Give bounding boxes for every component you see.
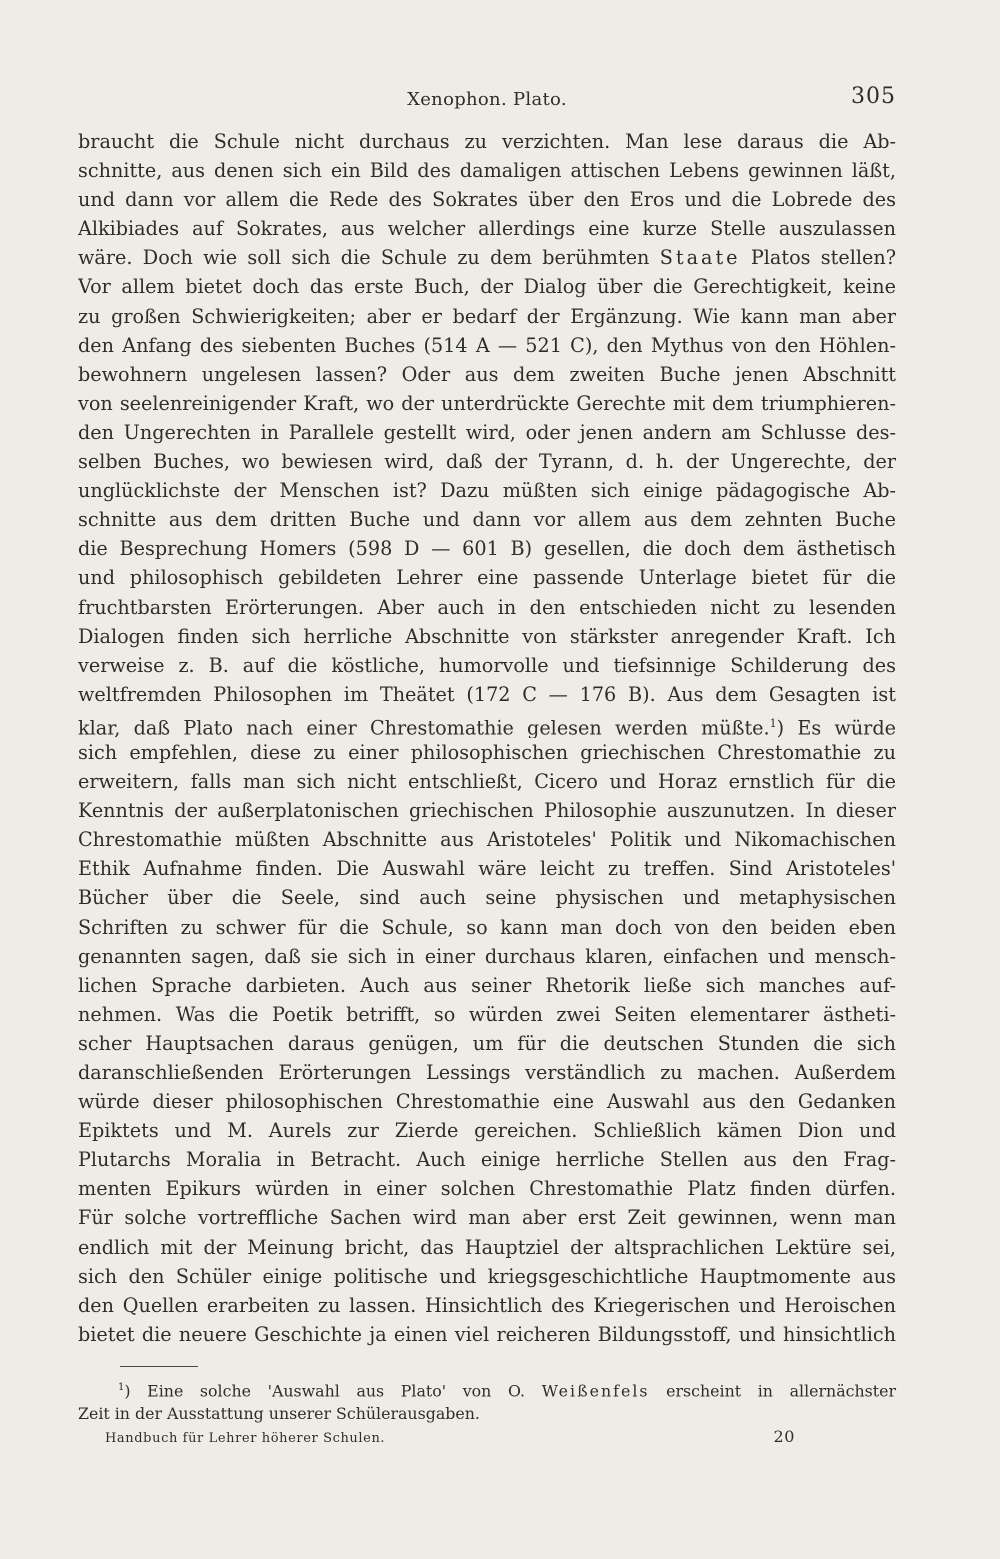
text-line: Schriften zu schwer für die Schule, so kann man doch von den beiden eben bbox=[78, 915, 896, 939]
text-line: Bücher über die Seele, sind auch seine physischen und metaphysischen bbox=[78, 886, 896, 910]
text-line: bietet die neuere Geschichte ja einen viel reicheren Bildungsstoff, und hinsichtlich bbox=[78, 1322, 896, 1346]
text-line: fruchtbarsten Erörterungen. Aber auch in den entschieden nicht zu lesenden bbox=[78, 595, 896, 619]
text-line: daranschließenden Erörterungen Lessings verständlich zu machen. Außerdem bbox=[78, 1061, 896, 1084]
text-line: und philosophisch gebildeten Lehrer eine passende Unterlage bietet für die bbox=[78, 566, 896, 590]
text-line: sich empfehlen, diese zu einer philosophischen griechischen Chrestomathie zu bbox=[78, 740, 896, 764]
text-line: selben Buches, wo bewiesen wird, daß der Tyrann, d. h. der Ungerechte, der bbox=[78, 450, 896, 474]
text-line: Kenntnis der außerplatonischen griechischen Philosophie auszunutzen. In dieser bbox=[78, 799, 896, 823]
signature-number: 20 bbox=[773, 1427, 795, 1446]
text-line: sich den Schüler einige politische und kriegsgeschichtliche Hauptmomente aus bbox=[78, 1264, 896, 1288]
text-line: von seelenreinigender Kraft, wo der unterdrückte Gerechte mit dem triumphieren- bbox=[78, 391, 896, 415]
text-line: Chrestomathie müßten Abschnitte aus Aristoteles' Politik und Nikomachischen bbox=[78, 828, 896, 852]
signature-title: Handbuch für Lehrer höherer Schulen. bbox=[105, 1431, 386, 1446]
footnote-divider bbox=[120, 1366, 198, 1367]
text-line: bewohnern ungelesen lassen? Oder aus dem zweiten Buche jenen Abschnitt bbox=[78, 362, 896, 386]
text-line: würde dieser philosophischen Chrestomathie eine Auswahl aus den Gedanken bbox=[78, 1090, 896, 1114]
text-line: den Anfang des siebenten Buches (514 A — 521 C), den Mythus von den Höhlen- bbox=[78, 333, 896, 357]
text-line: Dialogen finden sich herrliche Abschnitte von stärkster anregender Kraft. Ich bbox=[78, 624, 896, 648]
text-line: verweise z. B. auf die köstliche, humorvolle und tiefsinnige Schilderung des bbox=[78, 653, 896, 677]
text-line: unglücklichste der Menschen ist? Dazu müßten sich einige pädagogische Ab- bbox=[78, 479, 896, 503]
running-head bbox=[78, 84, 896, 116]
page-number: 305 bbox=[851, 84, 896, 109]
text-line: nehmen. Was die Poetik betrifft, so würden zwei Seiten elementarer ästheti- bbox=[78, 1002, 896, 1026]
printer-signature bbox=[105, 1427, 795, 1451]
text-line: klar, daß Plato nach einer Chrestomathie gelesen werden müßte.$^1$) Es würde bbox=[78, 716, 896, 738]
footnote-line: Zeit in der Ausstattung unserer Schülerausgaben. bbox=[78, 1404, 480, 1424]
emphasized-word: Staate bbox=[659, 246, 741, 270]
running-title: Xenophon. Plato. bbox=[407, 89, 567, 110]
text-line: Alkibiades auf Sokrates, aus welcher allerdings eine kurze Stelle auszulassen bbox=[78, 217, 896, 241]
text-line: genannten sagen, daß sie sich in einer durchaus klaren, einfachen und mensch- bbox=[78, 944, 896, 968]
text-line: schnitte aus dem dritten Buche und dann vor allem aus dem zehnten Buche bbox=[78, 508, 896, 532]
text-line: Für solche vortreffliche Sachen wird man aber erst Zeit gewinnen, wenn man bbox=[78, 1206, 896, 1230]
footnote-reference[interactable]: 1 bbox=[769, 716, 777, 730]
text-line: erweitern, falls man sich nicht entschließt, Cicero und Horaz ernstlich für die bbox=[78, 770, 896, 794]
text-line: die Besprechung Homers (598 D — 601 B) gesellen, die doch dem ästhetisch bbox=[78, 537, 896, 561]
text-line: Plutarchs Moralia in Betracht. Auch einige herrliche Stellen aus den Frag- bbox=[78, 1148, 896, 1172]
text-line: und dann vor allem die Rede des Sokrates über den Eros und die Lobrede des bbox=[78, 188, 896, 212]
text-line: den Quellen erarbeiten zu lassen. Hinsichtlich des Kriegerischen und Heroischen bbox=[78, 1293, 896, 1317]
text-line: Epiktets und M. Aurels zur Zierde gereichen. Schließlich kämen Dion und bbox=[78, 1119, 896, 1143]
text-line: wäre. Doch wie soll sich die Schule zu dem berühmten Staate Platos stellen? bbox=[78, 246, 896, 270]
footnote bbox=[78, 1376, 896, 1425]
footnote-line: $^1$) Eine solche 'Auswahl aus Plato' von O. Weißenfels erscheint in allernächster bbox=[118, 1381, 897, 1401]
text-line: weltfremden Philosophen im Theätet (172 C — 176 B). Aus dem Gesagten ist bbox=[78, 682, 896, 706]
text-line: scher Hauptsachen daraus genügen, um für die deutschen Stunden die sich bbox=[78, 1031, 896, 1055]
footnote-author: Weißenfels bbox=[541, 1381, 650, 1401]
text-line: menten Epikurs würden in einer solchen Chrestomathie Platz finden dürfen. bbox=[78, 1177, 896, 1201]
text-line: Ethik Aufnahme finden. Die Auswahl wäre leicht zu treffen. Sind Aristoteles' bbox=[78, 857, 896, 881]
text-line: schnitte, aus denen sich ein Bild des damaligen attischen Lebens gewinnen läßt, bbox=[78, 159, 896, 183]
text-line: braucht die Schule nicht durchaus zu verzichten. Man lese daraus die Ab- bbox=[78, 130, 896, 153]
body-text bbox=[78, 127, 896, 1349]
text-line: Vor allem bietet doch das erste Buch, der Dialog über die Gerechtigkeit, keine bbox=[78, 275, 896, 299]
text-line: endlich mit der Meinung bricht, das Hauptziel der altsprachlichen Lektüre sei, bbox=[78, 1235, 896, 1259]
text-line: zu großen Schwierigkeiten; aber er bedarf der Ergänzung. Wie kann man aber bbox=[78, 304, 896, 328]
footnote-marker: 1 bbox=[118, 1382, 125, 1393]
text-line: den Ungerechten in Parallele gestellt wird, oder jenen andern am Schlusse des- bbox=[78, 420, 896, 444]
text-line: lichen Sprache darbieten. Auch aus seiner Rhetorik ließe sich manches auf- bbox=[78, 973, 896, 997]
